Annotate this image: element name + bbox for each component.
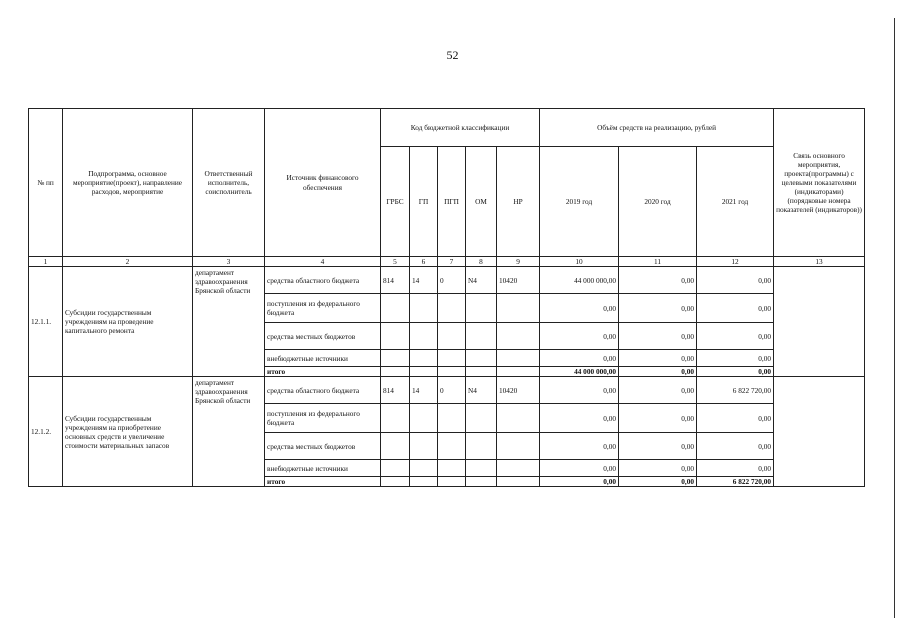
col-number: 10 <box>540 257 619 267</box>
om <box>466 460 497 477</box>
value-2019: 0,00 <box>540 294 619 323</box>
col-number: 8 <box>466 257 497 267</box>
header-executor: Ответственный исполнитель, соисполнитель <box>193 109 265 257</box>
grbs: 814 <box>381 267 410 294</box>
value-2021: 0,00 <box>697 460 774 477</box>
grbs <box>381 350 410 367</box>
grbs <box>381 433 410 460</box>
source: поступления из федерального бюджета <box>265 294 381 323</box>
value-2020: 0,00 <box>619 404 697 433</box>
value-2020: 0,00 <box>619 294 697 323</box>
executor: департамент здравоохранения Брянской области <box>193 377 265 487</box>
executor: департамент здравоохранения Брянской области <box>193 267 265 377</box>
header-2019: 2019 год <box>540 147 619 257</box>
gp <box>410 367 438 377</box>
value-2020: 0,00 <box>619 433 697 460</box>
col-number: 13 <box>774 257 865 267</box>
col-number: 2 <box>63 257 193 267</box>
source: средства местных бюджетов <box>265 433 381 460</box>
value-2021: 0,00 <box>697 433 774 460</box>
om <box>466 404 497 433</box>
value-2020: 0,00 <box>619 267 697 294</box>
value-2021: 0,00 <box>697 267 774 294</box>
program-name: Субсидии государственным учреждениям на проведение капитального ремонта <box>63 267 193 377</box>
nr <box>497 367 540 377</box>
table-row <box>29 377 865 404</box>
header-2020: 2020 год <box>619 147 697 257</box>
col-number: 4 <box>265 257 381 267</box>
pgp <box>438 460 466 477</box>
pgp <box>438 433 466 460</box>
pgp <box>438 367 466 377</box>
value-2019: 0,00 <box>540 404 619 433</box>
om: N4 <box>466 377 497 404</box>
total-2019: 44 000 000,00 <box>540 367 619 377</box>
col-number: 1 <box>29 257 63 267</box>
nr <box>497 460 540 477</box>
grbs <box>381 460 410 477</box>
nr <box>497 350 540 367</box>
header-gp: ГП <box>410 147 438 257</box>
value-2021: 0,00 <box>697 350 774 367</box>
grbs <box>381 294 410 323</box>
program-name: Субсидии государственным учреждениям на приобретение основных средств и увеличение стоимости материальных запасов <box>63 377 193 487</box>
pgp <box>438 350 466 367</box>
om: N4 <box>466 267 497 294</box>
header-volume: Объём средств на реализацию, рублей <box>540 109 774 147</box>
col-number: 9 <box>497 257 540 267</box>
header-2021: 2021 год <box>697 147 774 257</box>
nr <box>497 404 540 433</box>
header-grbs: ГРБС <box>381 147 410 257</box>
header-num: № пп <box>29 109 63 257</box>
nr: 10420 <box>497 377 540 404</box>
total-2021: 0,00 <box>697 367 774 377</box>
page-edge-line <box>894 18 895 618</box>
col-number: 11 <box>619 257 697 267</box>
header-source: Источник финансового обеспечения <box>265 109 381 257</box>
row-number: 12.1.1. <box>29 267 63 377</box>
budget-table <box>28 108 865 487</box>
grbs <box>381 323 410 350</box>
pgp <box>438 294 466 323</box>
pgp <box>438 404 466 433</box>
value-2020: 0,00 <box>619 323 697 350</box>
source: средства областного бюджета <box>265 267 381 294</box>
value-2020: 0,00 <box>619 377 697 404</box>
gp <box>410 294 438 323</box>
gp <box>410 433 438 460</box>
value-2019: 0,00 <box>540 323 619 350</box>
pgp <box>438 323 466 350</box>
pgp: 0 <box>438 267 466 294</box>
grbs: 814 <box>381 377 410 404</box>
grbs <box>381 404 410 433</box>
source: внебюджетные источники <box>265 460 381 477</box>
total-label: итого <box>265 477 381 487</box>
gp <box>410 477 438 487</box>
source: поступления из федерального бюджета <box>265 404 381 433</box>
page-number: 52 <box>446 48 459 62</box>
om <box>466 350 497 367</box>
source: внебюджетные источники <box>265 350 381 367</box>
col-number: 12 <box>697 257 774 267</box>
value-2020: 0,00 <box>619 350 697 367</box>
source: средства областного бюджета <box>265 377 381 404</box>
col-number: 3 <box>193 257 265 267</box>
value-2020: 0,00 <box>619 460 697 477</box>
gp: 14 <box>410 377 438 404</box>
value-2021: 6 822 720,00 <box>697 377 774 404</box>
grbs <box>381 477 410 487</box>
value-2019: 0,00 <box>540 350 619 367</box>
col-number: 6 <box>410 257 438 267</box>
gp: 14 <box>410 267 438 294</box>
column-number-row <box>29 257 865 267</box>
value-2021: 0,00 <box>697 294 774 323</box>
total-2019: 0,00 <box>540 477 619 487</box>
header-indicators: Связь основного мероприятия, проекта(программы) с целевыми показателями (индикаторами) (порядковые номера показателей (индикаторов)) <box>774 109 865 257</box>
value-2019: 0,00 <box>540 460 619 477</box>
om <box>466 323 497 350</box>
row-number: 12.1.2. <box>29 377 63 487</box>
gp <box>410 323 438 350</box>
value-2019: 0,00 <box>540 433 619 460</box>
nr <box>497 433 540 460</box>
source: средства местных бюджетов <box>265 323 381 350</box>
pgp: 0 <box>438 377 466 404</box>
total-2020: 0,00 <box>619 367 697 377</box>
gp <box>410 460 438 477</box>
indicator-link <box>774 267 865 377</box>
pgp <box>438 477 466 487</box>
header-budget-class: Код бюджетной классификации <box>381 109 540 147</box>
nr <box>497 477 540 487</box>
nr <box>497 294 540 323</box>
gp <box>410 350 438 367</box>
header-nr: НР <box>497 147 540 257</box>
header-pgp: ПГП <box>438 147 466 257</box>
nr <box>497 323 540 350</box>
value-2019: 0,00 <box>540 377 619 404</box>
nr: 10420 <box>497 267 540 294</box>
value-2021: 0,00 <box>697 404 774 433</box>
col-number: 5 <box>381 257 410 267</box>
value-2019: 44 000 000,00 <box>540 267 619 294</box>
indicator-link <box>774 377 865 487</box>
gp <box>410 404 438 433</box>
om <box>466 294 497 323</box>
total-2021: 6 822 720,00 <box>697 477 774 487</box>
header-program: Подпрограмма, основное мероприятие(проект), направление расходов, мероприятие <box>63 109 193 257</box>
header-om: ОМ <box>466 147 497 257</box>
total-2020: 0,00 <box>619 477 697 487</box>
table-row <box>29 267 865 294</box>
col-number: 7 <box>438 257 466 267</box>
om <box>466 433 497 460</box>
total-label: итого <box>265 367 381 377</box>
om <box>466 367 497 377</box>
value-2021: 0,00 <box>697 323 774 350</box>
grbs <box>381 367 410 377</box>
om <box>466 477 497 487</box>
